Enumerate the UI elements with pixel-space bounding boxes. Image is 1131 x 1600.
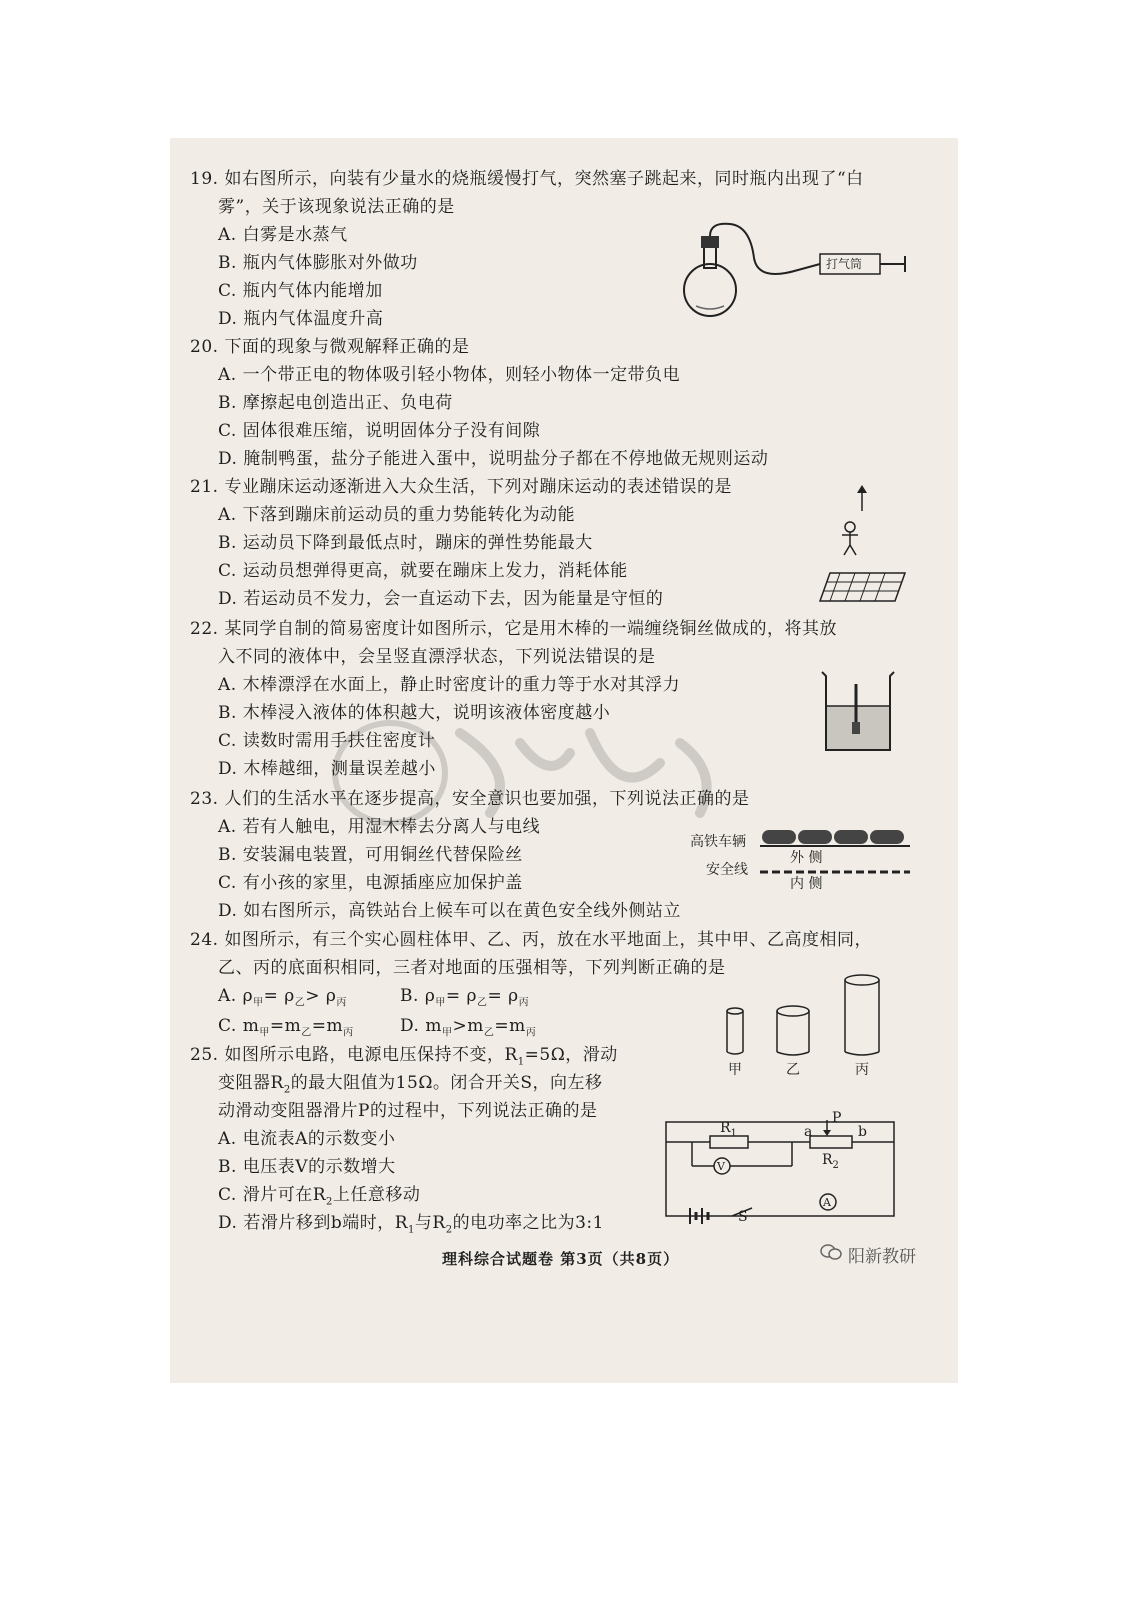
trampoline-figure	[800, 483, 910, 613]
beaker-hydrometer-figure	[818, 666, 898, 756]
question-22-option-d: D. 木棒越细，测量误差越小	[218, 759, 436, 779]
train-label: 高铁车辆	[690, 834, 746, 850]
question-24-stem-line2: 乙、丙的底面积相同，三者对地面的压强相等，下列判断正确的是	[218, 958, 726, 978]
question-23-option-a: A. 若有人触电，用湿木棒去分离人与电线	[218, 817, 541, 837]
question-25-option-c: C. 滑片可在$R_2$上任意移动	[218, 1185, 421, 1208]
cylinder-bing-label: 丙	[855, 1062, 869, 1078]
question-19-option-b: B. 瓶内气体膨胀对外做功	[218, 253, 418, 273]
question-19-option-c: C. 瓶内气体内能增加	[218, 281, 383, 301]
inner-side-label: 内 侧	[790, 876, 823, 892]
outer-side-label: 外 侧	[790, 850, 823, 866]
question-21-option-a: A. 下落到蹦床前运动员的重力势能转化为动能	[218, 505, 576, 525]
switch-s-label: S	[738, 1209, 748, 1225]
safety-line-label: 安全线	[706, 862, 748, 878]
question-19-option-d: D. 瓶内气体温度升高	[218, 309, 384, 329]
wechat-icon	[820, 1243, 842, 1266]
cylinders-figure	[715, 966, 895, 1078]
flask-pump-figure	[670, 218, 910, 328]
question-23-option-d: D. 如右图所示，高铁站台上候车可以在黄色安全线外侧站立	[218, 901, 681, 921]
question-25-stem-line2: 变阻器$R_2$的最大阻值为15Ω。闭合开关S，向左移	[218, 1073, 603, 1096]
question-21-option-b: B. 运动员下降到最低点时，蹦床的弹性势能最大	[218, 533, 593, 553]
question-21-option-d: D. 若运动员不发力，会一直运动下去，因为能量是守恒的	[218, 589, 664, 609]
question-22-option-c: C. 读数时需用手扶住密度计	[218, 731, 436, 751]
question-19-stem-line2: 雾”，关于该现象说法正确的是	[218, 197, 455, 217]
question-20-option-a: A. 一个带正电的物体吸引轻小物体，则轻小物体一定带负电	[218, 365, 681, 385]
question-25-option-b: B. 电压表V的示数增大	[218, 1157, 396, 1177]
question-22-option-a: A. 木棒漂浮在水面上，静止时密度计的重力等于水对其浮力	[218, 675, 681, 695]
question-22-stem-line2: 入不同的液体中，会呈竖直漂浮状态，下列说法错误的是	[218, 647, 656, 667]
question-24-option-a: A. $\rho_甲= \rho_乙> \rho_丙$	[218, 986, 347, 1009]
question-24-option-d: D. $m_甲>m_乙=m_丙$	[400, 1016, 537, 1039]
question-23-option-b: B. 安装漏电装置，可用铜丝代替保险丝	[218, 845, 523, 865]
pump-label: 打气筒	[826, 257, 863, 271]
brand-name: 阳新教研	[848, 1247, 916, 1267]
question-23-option-c: C. 有小孩的家里，电源插座应加保护盖	[218, 873, 523, 893]
node-b-label: b	[858, 1124, 867, 1140]
voltmeter-v-label: V	[717, 1160, 725, 1173]
question-24-option-c: C. $m_甲=m_乙=m_丙$	[218, 1016, 354, 1039]
question-25-stem-line1: 25. 如图所示电路，电源电压保持不变，$R_1=5\Omega$，滑动	[190, 1045, 618, 1068]
cylinder-jia-label: 甲	[728, 1062, 742, 1078]
question-21-stem: 21. 专业蹦床运动逐渐进入大众生活，下列对蹦床运动的表述错误的是	[190, 477, 732, 497]
page-footer: 理科综合试题卷 第3页（共8页）	[442, 1250, 680, 1268]
slider-p-label: P	[832, 1110, 842, 1126]
circuit-figure	[662, 1110, 902, 1226]
question-19-stem-line1: 19. 如右图所示，向装有少量水的烧瓶缓慢打气，突然塞子跳起来，同时瓶内出现了“白	[190, 169, 864, 189]
r2-label: $R_2$	[822, 1152, 839, 1171]
question-22-option-b: B. 木棒浸入液体的体积越大，说明该液体密度越小	[218, 703, 611, 723]
question-22-stem-line1: 22. 某同学自制的简易密度计如图所示，它是用木棒的一端缠绕铜丝做成的，将其放	[190, 619, 837, 639]
question-23-stem: 23. 人们的生活水平在逐步提高，安全意识也要加强，下列说法正确的是	[190, 789, 750, 809]
watermark-logo	[320, 713, 740, 837]
r1-label: $R_1$	[720, 1120, 737, 1139]
brand-badge	[820, 1242, 916, 1267]
question-20-option-b: B. 摩擦起电创造出正、负电荷	[218, 393, 453, 413]
question-24-stem-line1: 24. 如图所示，有三个实心圆柱体甲、乙、丙，放在水平地面上，其中甲、乙高度相同，	[190, 930, 872, 950]
question-25-stem-line3: 动滑动变阻器滑片P的过程中，下列说法正确的是	[218, 1101, 598, 1121]
node-a-label: a	[804, 1124, 813, 1140]
ammeter-a-label: A	[823, 1196, 831, 1209]
question-20-option-d: D. 腌制鸭蛋，盐分子能进入蛋中，说明盐分子都在不停地做无规则运动	[218, 449, 769, 469]
question-25-option-a: A. 电流表A的示数变小	[218, 1129, 396, 1149]
question-21-option-c: C. 运动员想弹得更高，就要在蹦床上发力，消耗体能	[218, 561, 628, 581]
question-20-stem: 20. 下面的现象与微观解释正确的是	[190, 337, 470, 357]
question-20-option-c: C. 固体很难压缩，说明固体分子没有间隙	[218, 421, 541, 441]
cylinder-yi-label: 乙	[786, 1062, 800, 1078]
question-19-option-a: A. 白雾是水蒸气	[218, 225, 348, 245]
question-25-option-d: D. 若滑片移到b端时，$R_1$与$R_2$的电功率之比为3:1	[218, 1213, 604, 1236]
question-24-option-b: B. $\rho_甲= \rho_乙= \rho_丙$	[400, 986, 530, 1009]
exam-page	[170, 138, 958, 1383]
